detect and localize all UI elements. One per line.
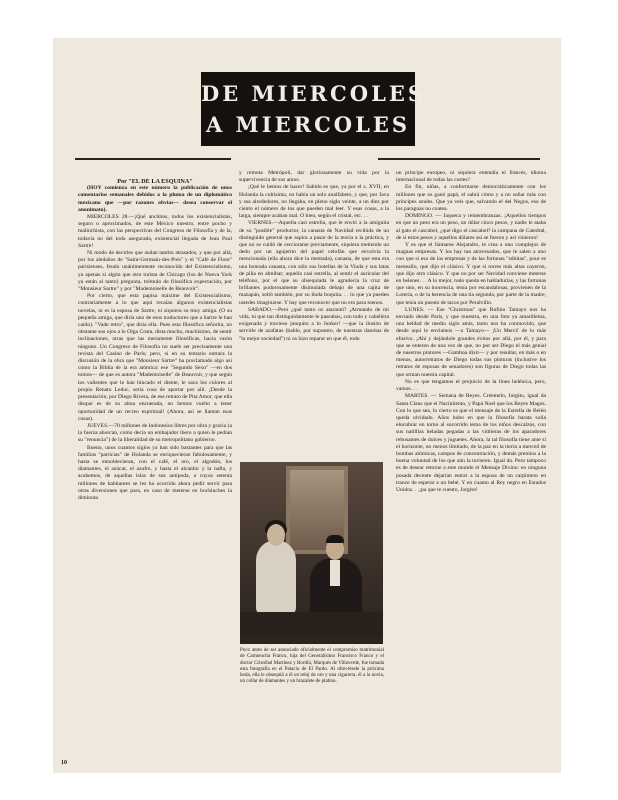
paragraph: Por cierto, que esta papisa máxime del Existencialismo, contrariamente a lo que aquí recaían algunos existencialistas novelas, ni es la esposa de Sartre, ni siquiera su muy amiga. (O su pequeña amiga, que diría uno de esos traductores que a Sartre le han caído). "Vade retro", que diría ella. Pues esta filosófica señorita, no obstante sus ojos a lo Olga Costa, dista mucho, muchísimo, de sentir inclinaciones, otras que las meramente filosóficas, hacia varón ninguno. Un Congreso de Filosofía no suele ser precisamente una revista del Casino de París; pero, si en su temario entrara la discusión de la obra que "Monsieur Sartre" ha proclamado algo así como la Biblia de la era atómica: ese "Segundo Sexo" —en dos tomos— de que es autora "Mademoiselle" de Beauvoir, y que según los valientes que le han hincado el diente, le saca los colores al propio Renato Leduc, sería cosa de aportar por allí. ¡Desde la presentación, por Diego Rivera, de ese retrato de Pita Amor, que ella disque es de su alma encuerada, no hemos vuelto a tener oportunidad de un recreo espiritual! (Ahora, así se llaman esas cosas).: [78, 293, 232, 422]
column-2: [239, 170, 389, 460]
paragraph: un príncipe europeo, ni siquiera entendía el francés, idioma internacional de todas las cortes?: [396, 170, 546, 184]
paragraph: JUEVES.—70 millones de Indonesios libres por obra y gracia (a la fuerza ahorcan, como decía un embajador ibero a quien le pedían su "renuncia") de la liberalidad de su metropolitano gobierno.: [78, 422, 232, 444]
title-line-2: A MIERCOLES: [205, 112, 411, 137]
paragraph: y remota Metrópoli, dar gloriosamente su vida por la supervivencia de sus amos.: [239, 170, 389, 184]
paragraph: VIERNES.—Aquella casi estrella, que le envió a la amiguita de su "posible" productor, la canasta de Navidad recibida de un distinguido general que aspira a pasar de la teoría a la práctica, y que no se cuidó de cerciorarse previamente, siquiera metiendo un dedo por un agujerito del papel celofán que envolvía la mencionada (ella ahora dice la mentada), canasta, de que esta era una honrada canasta, con sólo sus botellas de la Viuda y sus latas de piña en almíbar; aquella casi estrella, al sentir el auricular del teléfono, por el que su obsequiada le agradecía la cruz de brillantes pudorosamente disimulada debajo de una cajita de mazapán, soltó también, por su linda boquita. . . lo que ya pueden ustedes imaginarse. Y hay que reconocer que no era para menos.: [239, 220, 389, 306]
byline: Por "EL DE LA ESQUINA": [117, 178, 193, 185]
paragraph: En fin, niñas, a conformarse democráticamente con los millones que os ganó papá, el sabrá cómo y a no soñar más con príncipes azules. Que ya veis que, salvando el del Negus, eso de los paraguas no coatea.: [396, 184, 546, 213]
divider-left: [75, 158, 231, 160]
page-number: 10: [61, 760, 67, 766]
paragraph: ¡Qué le hemos de hacer! Sabido es que, ya por el s. XVII, en Holanda la cultísima, no había un solo analfabeto, y que, por Java y sus alrededores, no llegaba, en pleno siglo veinte, a un diez por ciento el número de los que pueden mal leer. Y esas cosas, a la larga, siempre acaban mal. O bien, según el cristal, etc. . .: [239, 184, 389, 220]
paragraph: DOMINGO. — Jaqueca y remembranzas. ¡Aquellos tiempos en que un peso era un peso, un dólar cinco pesos, y nadie le ataba al gato el cascabel, ¿qué digo el cascabel? la campana de Catedral, de si estos pesos y aquellos dólares así se fueron y así vinieron!: [396, 213, 546, 241]
divider-right: [378, 158, 540, 160]
column-3: [396, 170, 546, 756]
paragraph: Ni modo de decirles que andan tantito atrasados, y que por allá, por los aledaños de "Saint-Germain-des-Prés" y el "Café de Flore" parisienses, feudo unánimemente reconocido del Existencialismo, ya apenas si algún que otro turista de Chicago (los de Nueva York ya están al tanto) pregunta, trémulo de filosófica expectación, por "Monsieur Sartre" y por "Mademoiselle de Beauvoir".: [78, 250, 232, 293]
paragraph: No es que tengamos el prejuicio de la línea helénica, pero, vamos. . .: [396, 378, 546, 393]
paragraph: Y es que el llamarse Alejandro, le crea a uno complejos de magnas empresas. Y los hay tan atravesados, que le salen a uno con que si eso de las empresas y de las fortunas "súbitas", pour es meneallo, que dijo el clásico. Y que si torres más altas cayeron, que dijo otro clásico. Y que no por ser Navidad conviene meterse en belenes. . . A lo mejor, todo queda en habladurías, y las fortunas que uno, en su inocencia, tenía por escandalosas, provienen de la Lotería, o de la herencia de una tía segunda, por parte de la madre, que tenía un puesto de tacos por Peralvillo.: [396, 242, 546, 306]
paragraph: LUNES. — Ese "Christmas" que Rufino Tamayo nos ha enviado desde París, y que muestra, en una foto ya amarillenta, una beldad de medio siglo atrás, tanto nos ha conmovido, que desde aquí le enviamos —a Tamayo— ¡Un Merci! de lo más efusivo. ¡Ahí y dejándole grandes éxitos por allá, por él, y para que se enteren de una vez de que, no por ser Diego el más genial de nuestros pintores —Gamboa dixit— y por resultar, en más o en menos, autorretratos de Diego todas sus pinturas (inclusive los retratos de esposas de senadores) son figuras de Diego todas las que orman nuestra capital.: [396, 306, 546, 378]
photo-caption: Poco antes de ser anunciado oficialmente el compromiso matrimonial de Carmencita Franco, hija del Generalísimo Francisco Franco y el doctor Cristóbal Martínez y Bordiú, Marqués de Villaverde, fue tomada esta fotografía en el Palacio de El Pardo. Al ofrecérsele la próxima boda, ella le obsequió a él un reloj de oro y una cigarrera, él a la novia, un collar de diamantes y un brazalete de platino.: [240, 648, 384, 685]
column-title-banner: [201, 72, 426, 146]
title-line-1: DE MIERCOLES: [201, 81, 426, 106]
editor-note: (HOY comienza en este número la publicación de unos comentarios semanales debidos a la pluma de un diplomático mexicano que —por razones obvias— desea conservar el anonimato).: [78, 185, 232, 213]
paragraph: Bueno, unos cuantos siglos ya han sido bastantes para que las familias "patricias" de Holanda se enriquecieran fabulosamente, y hasta se ennoblecieran, con el café, el oro, el algodón, los diamantes, el azúcar, el azufre, y hasta el alcanfor y la nafta, y acabemos, de aquellas islas de sus antípoda, a cuyos setenta millones de habitantes se les ha ocurrido ahora pedir servir para otras diversiones que para, en caso de meterse en bochinches la diminuta: [78, 444, 232, 501]
column-1: [78, 178, 232, 756]
woman-figure: [256, 540, 296, 614]
paragraph: SABADO.—Pero ¿qué tanto os atarantó? ¡Armando de mi vida, tú que tan distinguidamente le paseabas, con todo y cabellera exigenada y travieso junquito a lo Junker! —que la ilusión de servirle de azafatas (hablo, por supuesto, de nuestras damitas de "la mejor sociedad") ni os hizo reparar en que él, todo: [239, 306, 389, 342]
paragraph: MARTES. — Semana de Reyes. Créemelo, Jorgito, igual da Santa Claus que el Nacimiento, y Papá Noel que los Reyes Magos. Con lo que sea, lo cierto es que el mensaje de la Estrella de Belén queda olvidado. Años hubo en que la filosofía barata solía elucubrar en torno al socorrido tema de los niños descalzos, con sus natilllas heladas pegadas a las vidrieras de los aparadores rebosantes de dulces y juguetes. Ahora, la tal filosofía tiene ante sí el horizonte, no menos limitado, de la paz en la tierra a merced de bombas atómicas, campos de concentración, y demás premios a la buena voluntad de los que aún la tuvieren. Igual da. Pero tampoco es de desear retorne a este mundo el Mensaje Divino: en ninguna posada decente dejarían entrar a la esposa de un carpintero en trance de esperar a un bebé. Y en cuanto al Rey negro en Estados Unidos. . .¡pa que te cuento, Jorgito!: [396, 393, 546, 493]
paragraph: MIERCOLES 28.—¡Qué anchitos, todos los existencialistas, seguro o aproximados, de este México nuestro, entre pocho y malinchista, con las perspectivas del Congreso de Filosofía y de la, todavía no del todo asegurada, existencial llegada de Jean Paul Sartre!: [78, 214, 232, 249]
photograph: [240, 462, 383, 644]
